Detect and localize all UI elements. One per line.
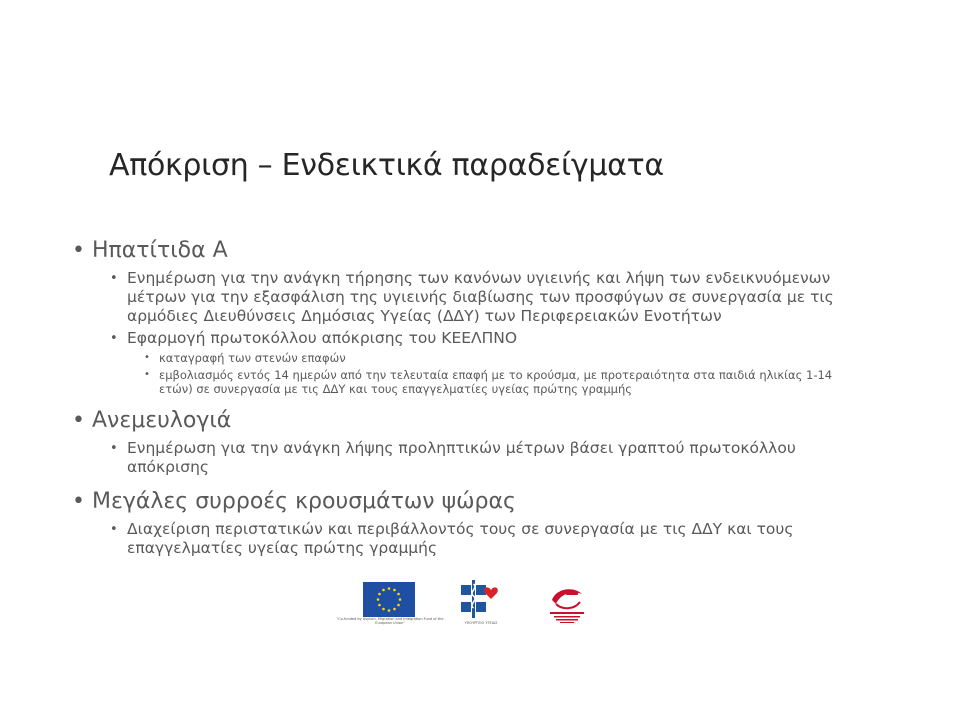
slide-body	[72, 230, 852, 558]
eu-star-icon	[393, 608, 396, 611]
eu-star-icon	[377, 598, 380, 601]
bullet-icon: •	[110, 522, 118, 537]
list-item-text: Διαχείριση περιστατικών και περιβάλλοντός τους σε συνεργασία με τις ΔΔΥ και τους επαγγελματίες υγείας πρώτης γραμμής	[127, 520, 794, 557]
eu-star-icon	[393, 589, 396, 592]
eu-star-icon	[397, 593, 400, 596]
eu-star-icon	[378, 593, 381, 596]
list-item	[110, 269, 852, 326]
ministry-of-health-logo-icon	[461, 580, 501, 620]
sub-list-item-text: εμβολιασμός εντός 14 ημερών από την τελευταία επαφή με το κρούσμα, με προτεραιότητα στα παιδιά ηλικίας 1-14 ετών) σε συνεργασία με τις ΔΔΥ και τους επαγγελματίες υγείας πρώτης γραμμής	[159, 368, 833, 396]
bullet-icon: •	[144, 369, 150, 380]
section-hepatitis-a	[72, 236, 852, 266]
list-item	[110, 439, 852, 477]
bullet-icon: •	[110, 441, 118, 456]
logos-footer	[335, 578, 605, 630]
bullet-icon: •	[144, 352, 150, 363]
bullet-icon: •	[72, 408, 85, 433]
section-heading: Μεγάλες συρροές κρουσμάτων ψώρας	[92, 489, 516, 514]
bullet-icon: •	[110, 271, 118, 286]
keelpno-logo-icon	[542, 580, 592, 628]
section-heading: Ανεμευλογιά	[92, 408, 232, 433]
slide-title: Απόκριση – Ενδεικτικά παραδείγματα	[109, 148, 664, 183]
eu-flag-icon	[363, 582, 415, 617]
sub-list-item	[144, 351, 852, 365]
list-item-text: Ενημέρωση για την ανάγκη τήρησης των κανόνων υγιεινής και λήψη των ενδεικνυόμενων μέτρων για την εξασφάλιση της υγιεινής διαβίωσης των προσφύγων σε συνεργασία με τις αρμόδιες Διευθύνσεις Δημόσιας Υγείας (ΔΔΥ) των Περιφερειακών Ενοτήτων	[127, 269, 834, 325]
list-item	[110, 329, 852, 348]
eu-star-icon	[388, 609, 391, 612]
eu-star-icon	[378, 604, 381, 607]
list-item-text: Ενημέρωση για την ανάγκη λήψης προληπτικών μέτρων βάσει γραπτού πρωτοκόλλου απόκρισης	[127, 439, 796, 476]
list-item-text: Εφαρμογή πρωτοκόλλου απόκρισης του ΚΕΕΛΠΝΟ	[127, 329, 518, 347]
eu-star-icon	[399, 598, 402, 601]
ministry-caption: ΥΠΟΥΡΓΕΙΟ ΥΓΕΙΑΣ	[464, 621, 498, 625]
section-scabies	[72, 487, 852, 517]
section-heading: Ηπατίτιδα Α	[92, 238, 228, 263]
eu-star-icon	[397, 604, 400, 607]
keelpno-logo	[542, 580, 592, 628]
ministry-of-health-logo	[461, 580, 501, 624]
bullet-icon: •	[72, 489, 85, 514]
bullet-icon: •	[110, 331, 118, 346]
eu-star-icon	[382, 608, 385, 611]
sub-list-item	[144, 368, 852, 396]
eu-caption: "Co-funded by Asylum, Migration and Integration Fund of the European Union"	[336, 617, 444, 625]
list-item	[110, 520, 852, 558]
section-chickenpox	[72, 406, 852, 436]
bullet-icon: •	[72, 238, 85, 263]
eu-star-icon	[382, 589, 385, 592]
sub-list-item-text: καταγραφή των στενών επαφών	[159, 351, 346, 365]
eu-star-icon	[388, 587, 391, 590]
